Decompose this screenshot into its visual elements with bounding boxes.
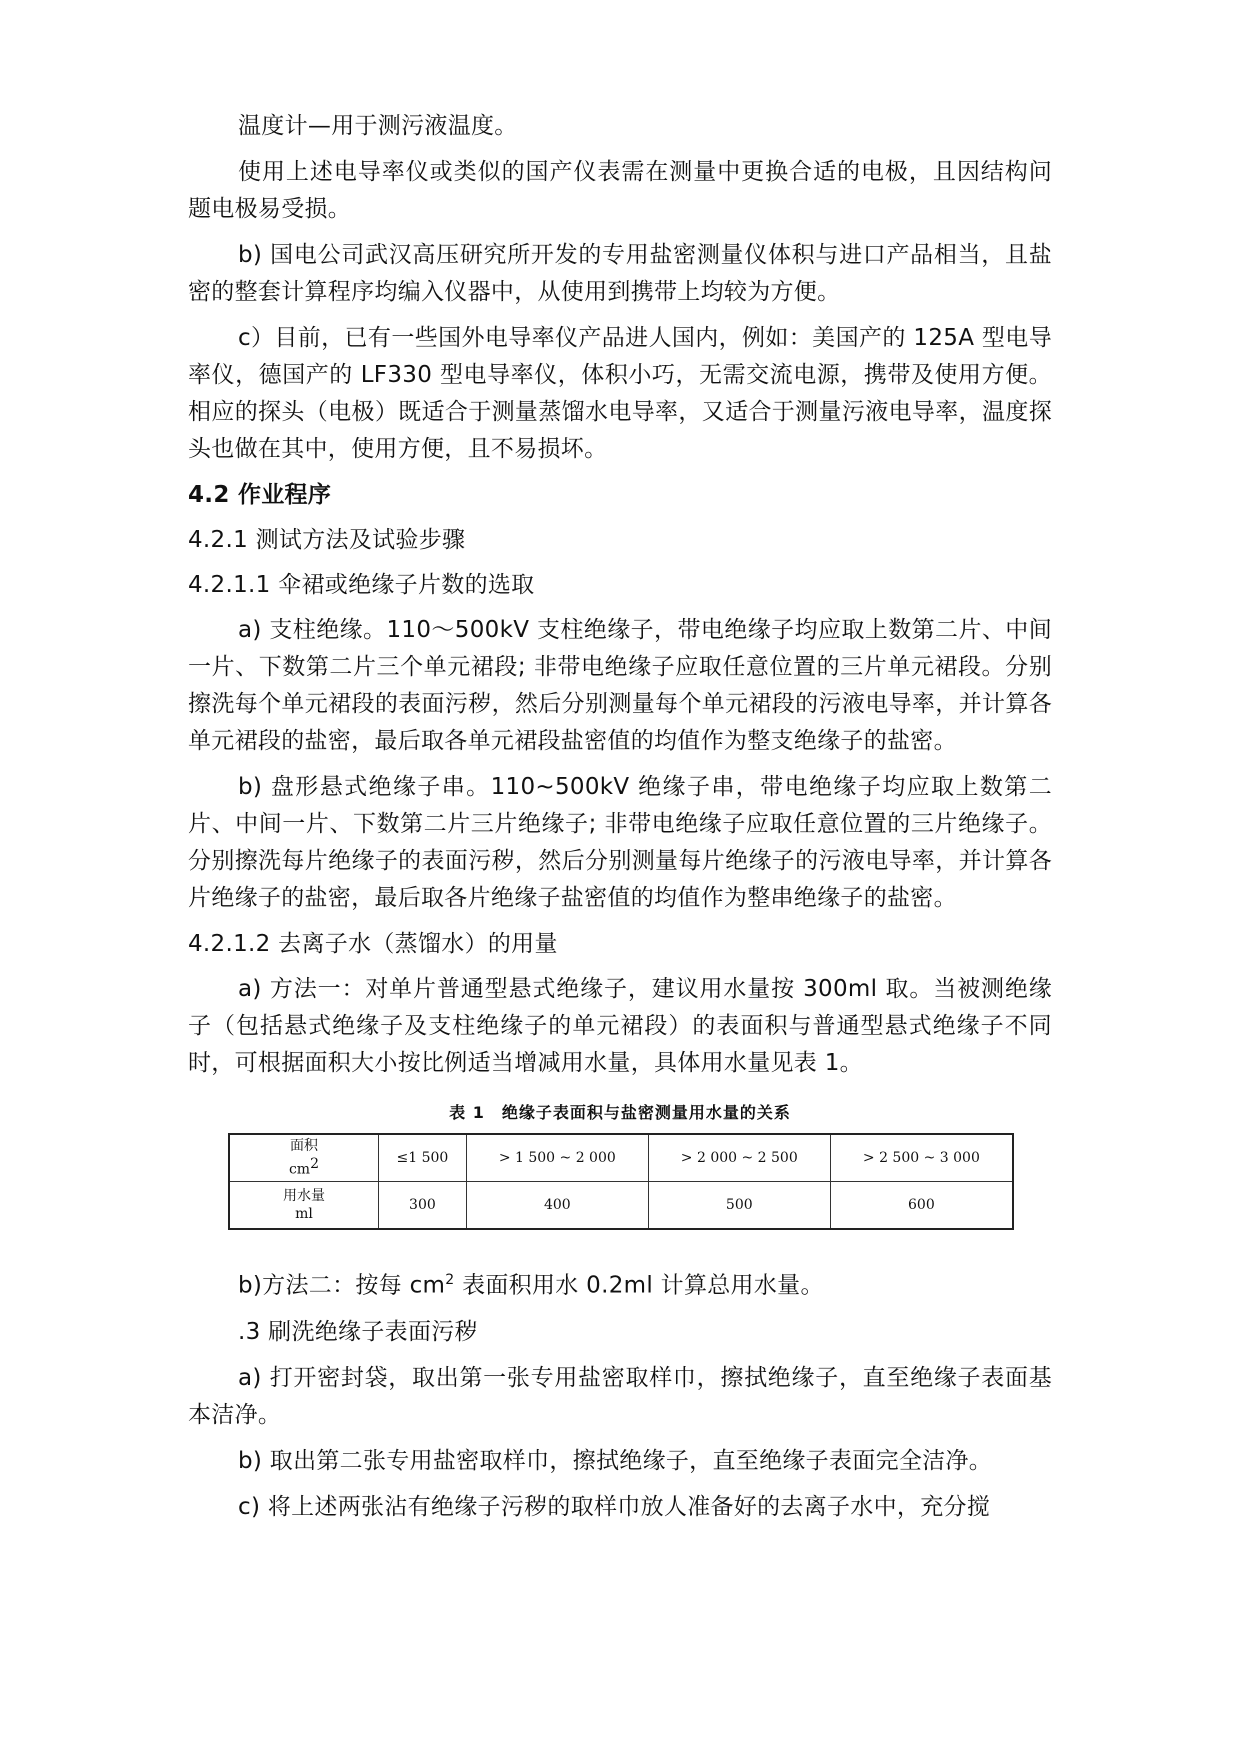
- method-two-superscript: 2: [445, 1272, 455, 1288]
- table-cell: 500: [648, 1182, 830, 1230]
- table-header-water: [229, 1182, 379, 1230]
- table-row: [229, 1182, 1013, 1230]
- method-two-text-a: b)方法二：按每 cm: [238, 1272, 446, 1299]
- table-cell: 600: [830, 1182, 1013, 1230]
- section-heading-4-2-1: 4.2.1 测试方法及试验步骤: [188, 527, 466, 553]
- method-two-text-b: 表面积用水 0.2ml 计算总用水量。: [454, 1272, 824, 1299]
- table-cell: > 2 000 ~ 2 500: [648, 1134, 830, 1182]
- paragraph-thermometer: 温度计—用于测污液温度。: [238, 113, 518, 139]
- header-area-unit-sup: 2: [310, 1156, 320, 1173]
- section-heading-4-2-1-2: 4.2.1.2 去离子水（蒸馏水）的用量: [188, 931, 558, 957]
- table-cell: ≤1 500: [379, 1134, 467, 1182]
- table-row: [229, 1134, 1013, 1182]
- section-heading-3-wash: .3 刷洗绝缘子表面污秽: [238, 1318, 478, 1345]
- paragraph-foreign-products: c）目前，已有一些国外电导率仪产品进人国内，例如：美国产的 125A 型电导率仪，德国产的 LF330 型电导率仪，体积小巧，无需交流电源，携带及使用方便。相应的探头（电极）既适合于测量蒸馏水电导率，又适合于测量污液电导率，温度探头也做在其中，使用方便，且不易损坏。: [188, 325, 1052, 462]
- paragraph-conductivity-meter: 使用上述电导率仪或类似的国产仪表需在测量中更换合适的电极，且因结构问题电极易受损。: [188, 159, 1052, 222]
- header-water-label: 用水量: [283, 1188, 325, 1204]
- paragraph-disc-insulator: b) 盘形悬式绝缘子串。110~500kV 绝缘子串，带电绝缘子均应取上数第二片、中间一片、下数第二片三片绝缘子; 非带电绝缘子应取任意位置的三片绝缘子。分别擦洗每片绝缘子的表面污秽，然后分别测量每片绝缘子的污液电导率，并计算各片绝缘子的盐密，最后取各片绝缘子盐密值的均值作为整串绝缘子的盐密。: [188, 774, 1052, 911]
- section-heading-4-2-1-1: 4.2.1.1 伞裙或绝缘子片数的选取: [188, 572, 535, 598]
- header-area-unit: cm: [288, 1161, 311, 1178]
- paragraph-wash-step-c: c) 将上述两张沾有绝缘子污秽的取样巾放人准备好的去离子水中，充分搅: [238, 1493, 991, 1520]
- header-area-label: 面积: [290, 1138, 318, 1155]
- table-caption: 表 1 绝缘子表面积与盐密测量用水量的关系: [449, 1103, 791, 1122]
- table-cell: 300: [379, 1182, 467, 1230]
- document-page: [188, 108, 1052, 1535]
- table-header-area: [229, 1134, 379, 1182]
- paragraph-wuhan-instrument: b) 国电公司武汉高压研究所开发的专用盐密测量仪体积与进口产品相当，且盐密的整套计算程序均编入仪器中，从使用到携带上均较为方便。: [188, 242, 1052, 305]
- header-water-unit: ml: [295, 1206, 313, 1222]
- paragraph-wash-step-b: b) 取出第二张专用盐密取样巾，擦拭绝缘子，直至绝缘子表面完全洁净。: [238, 1447, 993, 1474]
- section-heading-4-2: 4.2 作业程序: [188, 482, 332, 508]
- paragraph-support-insulator: a) 支柱绝缘。110～500kV 支柱绝缘子，带电绝缘子均应取上数第二片、中间一片、下数第二片三个单元裙段; 非带电绝缘子应取任意位置的三片单元裙段。分别擦洗每个单元裙段的表面污秽，然后分别测量每个单元裙段的污液电导率，并计算各单元裙段的盐密，最后取各单元裙段盐密值的均值作为整支绝缘子的盐密。: [188, 617, 1052, 754]
- table-cell: > 2 500 ~ 3 000: [830, 1134, 1013, 1182]
- water-volume-table: [228, 1133, 1014, 1230]
- paragraph-method-two: [188, 1262, 1052, 1305]
- paragraph-wash-step-a: a) 打开密封袋，取出第一张专用盐密取样巾，擦拭绝缘子，直至绝缘子表面基本洁净。: [188, 1364, 1052, 1428]
- table-cell: 400: [466, 1182, 648, 1230]
- paragraph-method-one: a) 方法一：对单片普通型悬式绝缘子，建议用水量按 300ml 取。当被测绝缘子（包括悬式绝缘子及支柱绝缘子的单元裙段）的表面积与普通型悬式绝缘子不同时，可根据面积大小按比例适当增减用水量，具体用水量见表 1。: [188, 976, 1052, 1076]
- table-cell: > 1 500 ~ 2 000: [466, 1134, 648, 1182]
